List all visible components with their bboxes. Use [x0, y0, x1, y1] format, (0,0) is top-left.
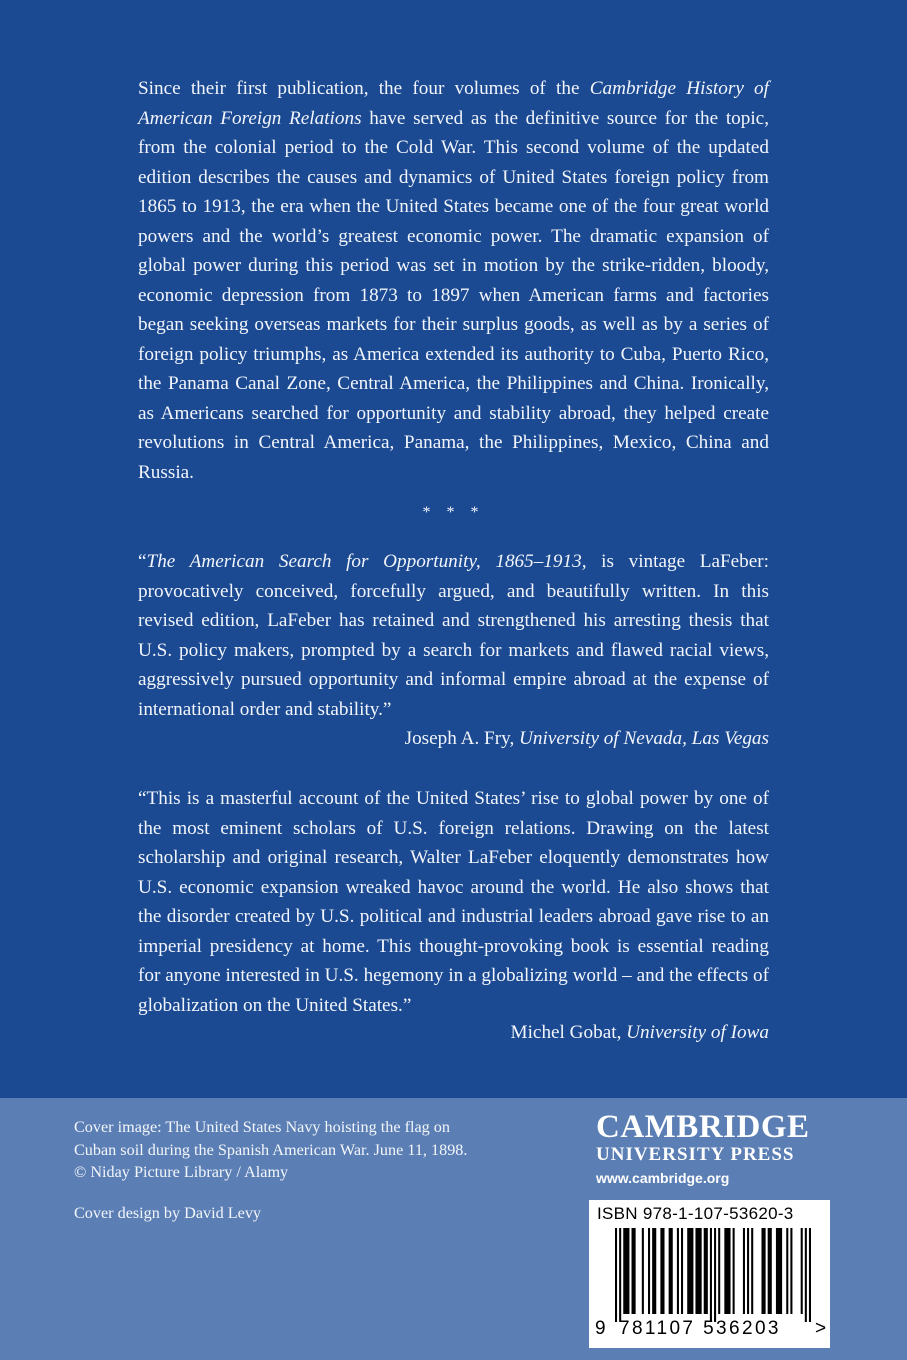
- review-attribution-2: [138, 1018, 769, 1048]
- barcode-bar: [681, 1228, 683, 1314]
- quote-open-mark: “: [138, 551, 147, 572]
- isbn-barcode: [589, 1200, 830, 1348]
- barcode-bar: [704, 1228, 708, 1314]
- quoted-book-title: The American Search for Opportunity, 1865–1913,: [146, 551, 587, 572]
- reviewer-affiliation: University of Iowa: [626, 1022, 769, 1043]
- section-separator: * * *: [422, 504, 485, 521]
- barcode-bar: [669, 1228, 673, 1314]
- blurb-text-2: have served as the definitive source for the topic, from the colonial period to the Cold War. This second volume of the updated edition describes the causes and dynamics of United States foreign policy from 1865 to 1913, the era when the United States became one of the four great world powers and the world’s greatest economic power. The dramatic expansion of global power during this period was set in motion by the strike-ridden, bloody, economic depression from 1873 to 1897 when American farms and factories began seeking overseas markets for their surplus goods, as well as by a series of foreign policy triumphs, as America extended its authority to Cuba, Puerto Rico, the Panama Canal Zone, Central America, the Philippines and China. Ironically, as Americans searched for opportunity and stability abroad, they helped create revolutions in Central America, Panama, the Philippines, Mexico, China and Russia.: [138, 107, 769, 483]
- barcode-bar: [619, 1228, 621, 1322]
- barcode-bar: [652, 1228, 656, 1314]
- barcode-bar: [724, 1228, 730, 1314]
- credit-line: Cover image: The United States Navy hoisting the flag on: [74, 1118, 450, 1136]
- barcode-bar: [805, 1228, 807, 1322]
- barcode-bar: [733, 1228, 735, 1314]
- copyright-line: © Niday Picture Library / Alamy: [74, 1163, 289, 1181]
- review-attribution-1: [138, 724, 769, 754]
- design-credit: Cover design by David Levy: [74, 1203, 262, 1222]
- barcode-bar: [615, 1228, 617, 1322]
- publisher-subtitle: UNIVERSITY PRESS: [596, 1144, 795, 1165]
- publisher-url: www.cambridge.org: [596, 1170, 730, 1186]
- reviewer-affiliation: University of Nevada, Las Vegas: [519, 728, 769, 749]
- barcode-bar: [660, 1228, 664, 1314]
- barcode-bar: [768, 1228, 772, 1314]
- credit-line: Cuban soil during the Spanish American War. June 11, 1898.: [74, 1140, 468, 1159]
- barcode-bar: [687, 1228, 693, 1314]
- barcode-bar: [677, 1228, 679, 1314]
- barcode-bar: [714, 1228, 716, 1322]
- publisher-name: CAMBRIDGE: [596, 1109, 810, 1145]
- review-quote-2: [138, 784, 769, 1020]
- barcode-bar: [776, 1228, 782, 1314]
- barcode-bar: [642, 1228, 644, 1314]
- cover-credits: [74, 1116, 544, 1224]
- barcode-bar: [718, 1228, 720, 1314]
- book-description: [138, 74, 769, 487]
- barcode-bar: [761, 1228, 765, 1314]
- barcode-bar: [809, 1228, 811, 1322]
- barcode-bar: [747, 1228, 749, 1314]
- barcode-bar: [743, 1228, 745, 1314]
- publisher-logo: [596, 1110, 836, 1188]
- ean-digits: 781107 536203: [619, 1318, 781, 1339]
- barcode-bar: [695, 1228, 701, 1314]
- barcode-bar: [632, 1228, 636, 1314]
- barcode-bar: [786, 1228, 788, 1314]
- barcode-bar: [751, 1228, 753, 1314]
- isbn-label: ISBN 978-1-107-53620-3: [597, 1204, 794, 1223]
- blurb-text-1: Since their first publication, the four volumes of the: [138, 78, 590, 99]
- review-text: “This is a masterful account of the United States’ rise to global power by one of the most eminent scholars of U.S. foreign relations. Drawing on the latest scholarship and original research, Walter LaFeber eloquently demonstrates how U.S. economic expansion wreaked havoc around the world. He also shows that the disorder created by U.S. political and industrial leaders abroad gave rise to an imperial presidency at home. This thought-provoking book is essential reading for anyone interested in U.S. hegemony in a globalizing world – and the effects of globalization on the United States.”: [138, 788, 769, 1016]
- main-text-area: [138, 0, 769, 1098]
- barcode-bars: [615, 1228, 811, 1322]
- barcode-bar: [648, 1228, 650, 1314]
- footer-band: [0, 1098, 907, 1360]
- barcode-bar: [710, 1228, 712, 1322]
- barcode-bar: [790, 1228, 792, 1314]
- review-text: is vintage LaFeber: provocatively conceived, forcefully argued, and beautifully written. In this revised edition, LaFeber has retained and strengthened his arresting thesis that U.S. policy makers, prompted by a search for markets and flawed racial views, aggressively pursued opportunity and informal empire abroad at the expense of international order and stability.”: [138, 551, 770, 720]
- reviewer-name: Joseph A. Fry,: [404, 728, 515, 749]
- review-quote-1: [138, 547, 769, 724]
- reviewer-name: Michel Gobat,: [510, 1022, 622, 1043]
- barcode-bar: [623, 1228, 629, 1314]
- barcode-bar: [801, 1228, 803, 1314]
- quiet-zone-arrow: >: [815, 1318, 827, 1339]
- ean-first-digit: 9: [595, 1318, 606, 1339]
- series-title: Cambridge History of American Foreign Relations: [138, 78, 769, 129]
